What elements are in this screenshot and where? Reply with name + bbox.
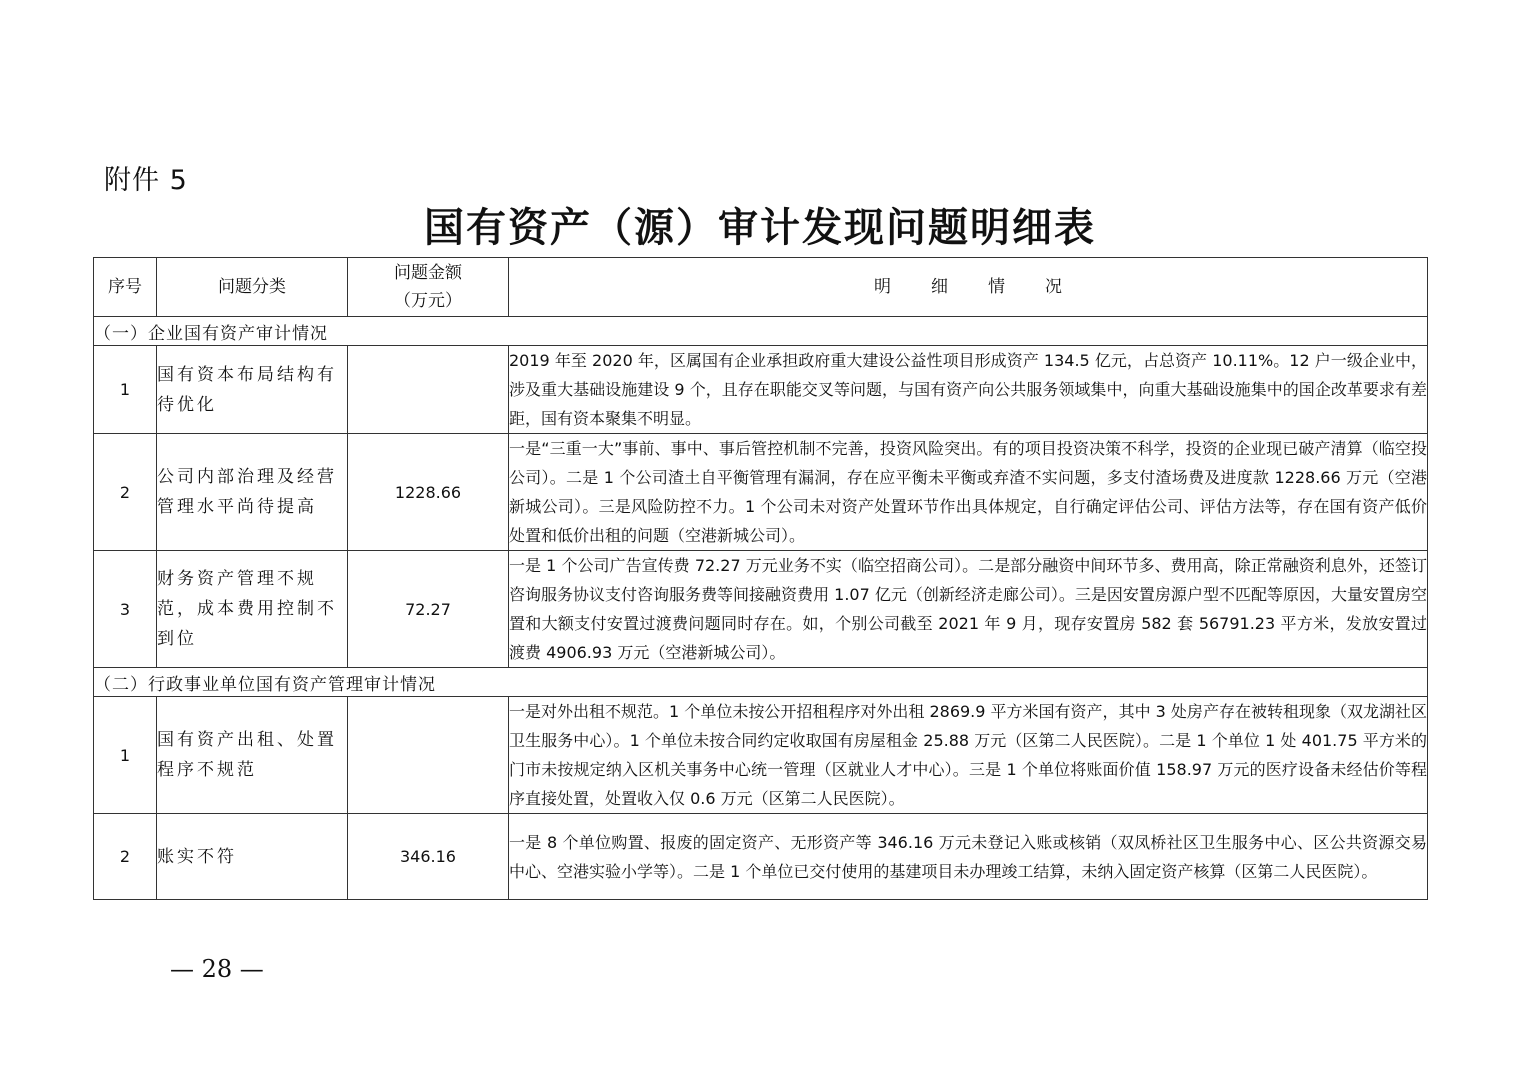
- row-amount: 346.16: [348, 814, 509, 900]
- row-amount: [348, 346, 509, 434]
- header-detail-label: 明细情况: [874, 277, 1102, 297]
- table-row: [94, 697, 1428, 814]
- row-category: 账实不符: [157, 814, 348, 900]
- row-seq: 2: [94, 434, 157, 551]
- row-amount: [348, 697, 509, 814]
- row-detail: 一是“三重一大”事前、事中、事后管控机制不完善，投资风险突出。有的项目投资决策不科学，投资的企业现已破产清算（临空投公司）。二是 1 个公司渣土自平衡管理有漏洞，存在应平衡未平衡或弃渣不实问题，多支付渣场费及进度款 1228.66 万元（空港新城公司）。三是风险防控不力。1 个公司未对资产处置环节作出具体规定，自行确定评估公司、评估方法等，存在国有资产低价处置和低价出租的问题（空港新城公司）。: [509, 434, 1428, 551]
- table-row: [94, 346, 1428, 434]
- header-amount-line2: （万元）: [394, 291, 462, 311]
- header-seq: 序号: [94, 258, 157, 317]
- row-detail: 一是 8 个单位购置、报废的固定资产、无形资产等 346.16 万元未登记入账或核销（双凤桥社区卫生服务中心、区公共资源交易中心、空港实验小学等）。二是 1 个单位已交付使用的基建项目未办理竣工结算，未纳入固定资产核算（区第二人民医院）。: [509, 814, 1428, 900]
- section-row: [94, 317, 1428, 346]
- row-seq: 1: [94, 697, 157, 814]
- audit-detail-table: [93, 257, 1428, 900]
- attachment-label: 附件 5: [104, 165, 188, 196]
- row-category: 公司内部治理及经营管理水平尚待提高: [157, 434, 348, 551]
- row-seq: 3: [94, 551, 157, 668]
- row-category: 财务资产管理不规范，成本费用控制不到位: [157, 551, 348, 668]
- table-row: [94, 434, 1428, 551]
- row-amount: 72.27: [348, 551, 509, 668]
- table-row: [94, 551, 1428, 668]
- header-category: 问题分类: [157, 258, 348, 317]
- table-header-row: [94, 258, 1428, 317]
- header-amount: [348, 258, 509, 317]
- header-detail: [509, 258, 1428, 317]
- row-category: 国有资产出租、处置程序不规范: [157, 697, 348, 814]
- row-amount: 1228.66: [348, 434, 509, 551]
- section-title: （一）企业国有资产审计情况: [94, 317, 1428, 346]
- header-amount-line1: 问题金额: [394, 263, 462, 283]
- row-seq: 2: [94, 814, 157, 900]
- section-title: （二）行政事业单位国有资产管理审计情况: [94, 668, 1428, 697]
- page-title: 国有资产（源）审计发现问题明细表: [424, 204, 1096, 251]
- row-seq: 1: [94, 346, 157, 434]
- page-number: — 28 —: [170, 955, 264, 983]
- row-detail: 2019 年至 2020 年，区属国有企业承担政府重大建设公益性项目形成资产 134.5 亿元，占总资产 10.11%。12 户一级企业中，涉及重大基础设施建设 9 个，且存在职能交叉等问题，与国有资产向公共服务领域集中，向重大基础设施集中的国企改革要求有差距，国有资本聚集不明显。: [509, 346, 1428, 434]
- section-row: [94, 668, 1428, 697]
- row-detail: 一是 1 个公司广告宣传费 72.27 万元业务不实（临空招商公司）。二是部分融资中间环节多、费用高，除正常融资利息外，还签订咨询服务协议支付咨询服务费等间接融资费用 1.07 亿元（创新经济走廊公司）。三是因安置房源户型不匹配等原因，大量安置房空置和大额支付安置过渡费问题同时存在。如，个别公司截至 2021 年 9 月，现存安置房 582 套 56791.23 平方米，发放安置过渡费 4906.93 万元（空港新城公司）。: [509, 551, 1428, 668]
- row-category: 国有资本布局结构有待优化: [157, 346, 348, 434]
- row-detail: 一是对外出租不规范。1 个单位未按公开招租程序对外出租 2869.9 平方米国有资产，其中 3 处房产存在被转租现象（双龙湖社区卫生服务中心）。1 个单位未按合同约定收取国有房屋租金 25.88 万元（区第二人民医院）。二是 1 个单位 1 处 401.75 平方米的门市未按规定纳入区机关事务中心统一管理（区就业人才中心）。三是 1 个单位将账面价值 158.97 万元的医疗设备未经估价等程序直接处置，处置收入仅 0.6 万元（区第二人民医院）。: [509, 697, 1428, 814]
- table-row: [94, 814, 1428, 900]
